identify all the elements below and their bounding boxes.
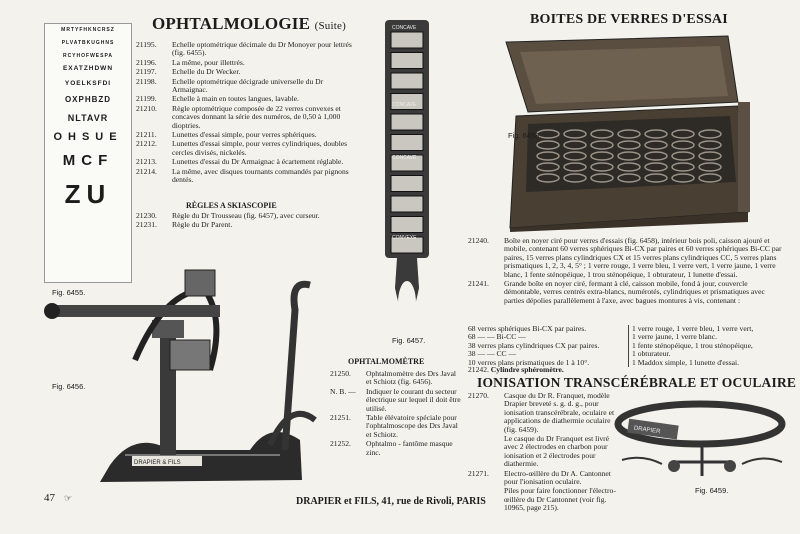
box-content-line: 68 verres sphériques Bi-CX par paires. [468, 324, 587, 333]
hand-pointer-icon: ☞ [64, 494, 73, 504]
entry-text: Echelle optométrique décigrade universelle du Dr Armaignac. [172, 76, 324, 95]
eye-chart-row: NLTAVR [67, 112, 109, 123]
entry-text: Règle optométrique composée de 22 verres convexes et concaves donnant la série des numéros, de 0,50 à 1,000 dioptries. [172, 103, 341, 130]
catalog-entry [136, 68, 354, 76]
entries-top [136, 41, 354, 186]
entry-text: Boîte en noyer ciré pour verres d'essais (fig. 6458), intérieur bois poli, caisson ajouré et mobile, contenant 60 verres sphériques Bi-CX par paires et 60 verres sphériques Bi-CC par paires, 15 verres plans cylindriques CX et 15 verres plans cylindriques CC, 5 verres plans prismatiques 1, 2, 3, 4, 5° ; 1 verre rouge, 1 verre bleu, 1 verre vert, 1 verre jaune, 1 verre blanc, 1 fente sténopéique, 1 trou sténopéique, 1 obturateur, 1 lunette d'essai. [504, 236, 782, 279]
entry-text: Table élévatoire spéciale pour l'ophtalmoscope des Drs Javal et Schiotz. [366, 413, 458, 439]
figure-caption-6457: Fig. 6457. [392, 336, 426, 345]
stand-plate-label: DRAPIER & FILS [134, 460, 181, 466]
page-title [152, 14, 346, 34]
eye-chart-row: MRTYFHKNCRSZ [61, 27, 115, 33]
entries-regles [136, 212, 354, 231]
entry-number: 21212. [136, 139, 157, 149]
box-content-line: 1 fente sténopéique, 1 trou sténopéique, [632, 340, 753, 350]
entry-number: 21214. [136, 166, 157, 176]
catalog-entry [136, 140, 354, 157]
eye-chart-row: ZU [64, 178, 112, 209]
box-content-line: 1 verre rouge, 1 verre bleu, 1 verre vert, [632, 324, 754, 333]
ion-entry [468, 435, 616, 469]
figure-caption-6455: Fig. 6455. [52, 288, 86, 297]
entries-ophtalmometre [330, 370, 462, 458]
section-heading-regles: RÈGLES A SKIASCOPIE [186, 201, 277, 210]
ruler-lens-window [391, 114, 423, 130]
entry-text: Echelle du Dr Wecker. [172, 67, 241, 77]
ruler-lens-window [391, 53, 423, 69]
eye-chart-row: OHSUE [53, 130, 123, 143]
box-content-line: 68 — — Bi-CC — [468, 332, 526, 342]
entry-text: Règle du Dr Parent. [172, 220, 233, 230]
entry-number: 21213. [136, 157, 157, 167]
ruler-lens-window [391, 196, 423, 212]
entry-text: Casque du Dr R. Franquet, modèle Drapier breveté s. g. d. g., pour ionisation transcérébrale, oculaire et applications de diathermie oculaire (fig. 6459). [504, 391, 615, 434]
helmet-label: DRAPIER [633, 425, 661, 436]
box-content-line: 1 obturateur. [632, 349, 671, 359]
entries-boxes [468, 237, 786, 306]
entry-text: La même, pour illettrés. [172, 57, 245, 67]
boxes-entry [468, 280, 786, 305]
eye-chart-row: YOELKSFDI [64, 80, 112, 88]
regles-entry [136, 221, 354, 229]
entry-text: Echelle optométrique décimale du Dr Monoyer pour lettrés (fig. 6455). [172, 40, 352, 58]
page-number: 47 [44, 492, 55, 504]
entry-number: 21252. [330, 439, 351, 449]
entry-number: 21210. [136, 103, 157, 113]
ruler-lens-window [391, 73, 423, 89]
box-contents-left [468, 325, 624, 367]
entry-text: Ophtalmomètre des Drs Javal et Schiotz (fig. 6456). [366, 369, 457, 387]
entry-number: 21195. [136, 40, 157, 49]
catalog-entry [136, 59, 354, 67]
entry-text: Règle du Dr Trousseau (fig. 6457), avec curseur. [172, 211, 320, 220]
ruler-lens-window [391, 135, 423, 151]
ruler-lens-window [391, 32, 423, 48]
entry-text: Electro-œillère du Dr A. Cantonnet pour l'ionisation oculaire. [504, 468, 611, 487]
entry-text: Piles pour faire fonctionner l'électro-œillère du Dr Cantonnet (voir fig. 10965, page 215). [504, 486, 616, 513]
entry-number: 21198. [136, 76, 157, 86]
catalog-entry [136, 158, 354, 166]
box-content-line: 38 — — CC — [468, 349, 517, 359]
eye-chart-row: PLVATBKUGHNS [61, 39, 115, 46]
ruler-label-2: CONCAVE [392, 102, 417, 108]
page-title-text: OPHTALMOLOGIE [152, 14, 311, 33]
ophtalmo-entry [330, 414, 462, 439]
entry-number: 21250. [330, 369, 351, 378]
ruler-label-3: CONCAVE [392, 155, 417, 161]
figure-caption-6456: Fig. 6456. [52, 382, 86, 391]
section-title-boxes: BOITES DE VERRES D'ESSAI [530, 12, 728, 27]
ruler-lens-window [391, 176, 423, 192]
box-content-line: 1 Maddox simple, 1 lunette d'essai. [632, 357, 740, 367]
catalog-entry [136, 95, 354, 103]
entry-text: Grande boîte en noyer ciré, fermant à clé, caisson mobile, fond à jour, couvercle démontable, verres centrés extra-blancs, numérotés, cylindriques et prismatiques avec parties dépolies parallèlement à l'axe, avec bagues montures à vis, contenant : [504, 279, 765, 305]
eye-chart-row: RCYHOFWESPA [62, 52, 114, 59]
skiascopy-ruler-illustration [383, 18, 433, 333]
entry-number: 21241. [468, 279, 489, 289]
ion-entry [468, 487, 616, 512]
entry-text: Ophtalmo - fantôme masque zinc. [366, 439, 453, 457]
page-footer: DRAPIER et FILS, 41, rue de Rivoli, PARIS [296, 496, 486, 507]
page-title-suffix: (Suite) [314, 20, 346, 32]
ophtalmo-entry [330, 370, 462, 387]
section-title-ionisation: IONISATION TRANSCÉRÉBRALE ET OCULAIRE [477, 375, 797, 390]
helmet-illustration [612, 394, 792, 486]
entry-number: N. B. — [330, 386, 356, 396]
eye-chart-row: OXPHBZD [64, 94, 112, 104]
entries-ionisation [468, 392, 616, 514]
catalog-entry [136, 131, 354, 139]
entry-number [468, 435, 504, 469]
entry-text: Lunettes d'essai simple, pour verres cylindriques, doubles cercles divisés, nickelés. [172, 139, 348, 157]
entry-text: Indiquer le courant du secteur électrique sur lequel il doit être utilisé. [366, 386, 461, 413]
catalog-entry [136, 168, 354, 185]
ruler-label-1: CONCAVE [392, 25, 417, 31]
entry-text: Le casque du Dr Franquet est livré avec 2 électrodes en charbon pour ionisation et 2 électrodes pour diathermie. [504, 434, 610, 469]
ruler-label-4: CONVEXE [392, 235, 417, 241]
entry-21242-num: 21242. [468, 365, 489, 374]
ruler-lens-window [391, 217, 423, 233]
section-heading-ophtalmometre: OPHTALMOMÈTRE [348, 357, 425, 366]
entry-number: 21251. [330, 413, 351, 423]
eye-chart-row: EXATZHDWN [62, 65, 114, 73]
catalog-entry [136, 41, 354, 58]
entry-text: La même, avec disques tournants commandés par pignons dentés. [172, 166, 349, 185]
ophtalmo-entry [330, 388, 462, 413]
figure-caption-6459: Fig. 6459. [695, 486, 729, 495]
ophtalmometre-illustration [40, 250, 330, 500]
entry-number: 21270. [468, 391, 489, 400]
entry-text: Lunettes d'essai du Dr Armaignac à écartement réglable. [172, 157, 344, 167]
entry-number: 21196. [136, 57, 157, 67]
entry-number: 21199. [136, 94, 157, 104]
catalog-entry [136, 78, 354, 95]
figure-caption-6458: Fig. 6458. [508, 131, 542, 140]
box-content-line: 38 verres plans cylindriques CX par paires. [468, 340, 600, 350]
ion-entry [468, 470, 616, 487]
entry-text: Lunettes d'essai simple, pour verres sphériques. [172, 130, 317, 140]
box-content-line: 10 verres plans prismatiques de 1 à 10°. [468, 357, 590, 367]
entry-number: 21231. [136, 220, 157, 230]
entry-number: 21211. [136, 130, 157, 140]
box-content-line: 1 verre jaune, 1 verre blanc. [632, 332, 717, 342]
eye-chart [44, 23, 132, 283]
entry-text: Echelle à main en toutes langues, lavable. [172, 94, 299, 104]
entry-21242-text: Cylindre sphéromètre. [490, 365, 564, 374]
ion-entry [468, 392, 616, 434]
eye-chart-row: MCF [62, 151, 114, 169]
regles-entry [136, 212, 354, 220]
ophtalmo-entry [330, 440, 462, 457]
entry-21242 [468, 366, 668, 374]
catalog-entry [136, 105, 354, 130]
entry-number: 21197. [136, 67, 157, 77]
entry-number: 21230. [136, 211, 157, 220]
entry-number: 21271. [468, 468, 489, 478]
entry-number: 21240. [468, 236, 489, 245]
box-contents-right [628, 325, 792, 367]
boxes-entry [468, 237, 786, 279]
